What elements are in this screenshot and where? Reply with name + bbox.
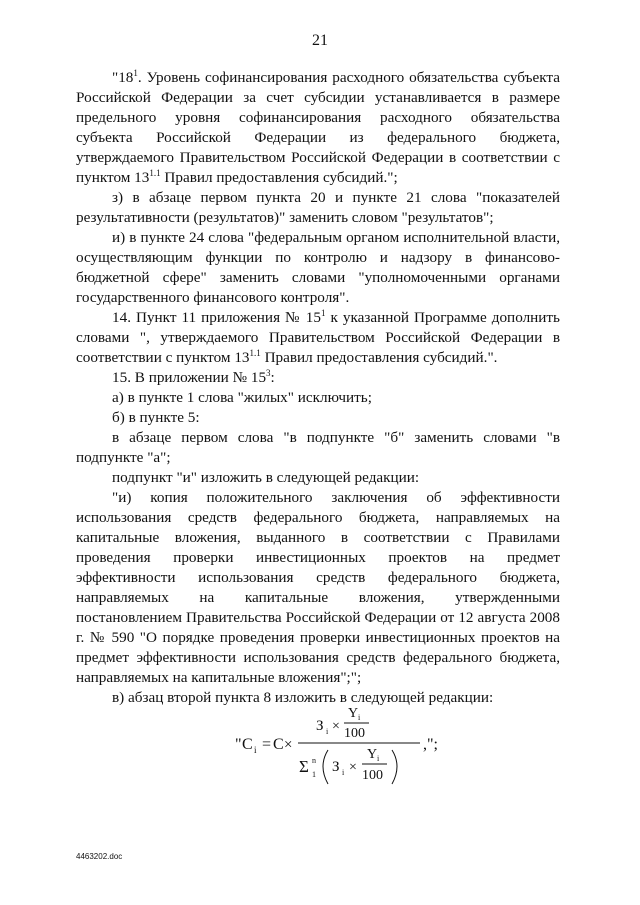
den-z: З <box>332 759 340 775</box>
paragraph-z: з) в абзаце первом пункта 20 и пункте 21 слова "показателей результативности (результатов)" заменить словом "результатов"; <box>76 189 560 226</box>
paragraph-podpunkt-i: подпункт "и" изложить в следующей редакции: <box>112 469 420 486</box>
paragraph-a: а) в пункте 1 слова "жилых" исключить; <box>112 389 372 406</box>
paragraph-14: 14. Пункт 11 приложения № $15^1$ к указанной Программе дополнить словами ", утверждаемого Правительством Российской Федерации в соответствии с пунктом $13^{1.1}$ Правил предоставления субсидий.". <box>76 308 560 366</box>
document-body <box>76 68 560 708</box>
formula-open-quote: " <box>235 736 242 753</box>
page-number: 21 <box>312 32 328 49</box>
paragraph-18-1: "$18^1$. Уровень софинансирования расходного обязательства субъекта Российской Федерации за счет субсидии устанавливается в размере предельного уровня софинансирования расходного обязательства субъекта Российской Федерации из федерального бюджета, утверждаемого Правительством Российской Федерации в соответствии с пунктом $13^{1.1}$ Правил предоставления субсидий."; <box>76 68 560 186</box>
paragraph-b: б) в пункте 5: <box>112 409 200 426</box>
den-times: × <box>349 760 357 775</box>
paragraph-abzac-first: в абзаце первом слова "в подпункте "б" заменить словами "в подпункте "а"; <box>76 429 560 466</box>
den-sigma-sub: 1 <box>312 770 316 779</box>
paragraph-v: в) абзац второй пункта 8 изложить в следующей редакции: <box>112 689 494 706</box>
formula <box>232 700 472 792</box>
num-hundred: 100 <box>344 726 365 741</box>
den-sigma-sup: n <box>312 756 316 765</box>
den-right-paren <box>392 750 397 784</box>
num-y-sub: i <box>358 713 361 722</box>
den-y: Y <box>367 747 378 762</box>
formula-times: × <box>284 737 293 753</box>
den-y-sub: i <box>377 754 380 763</box>
formula-close: ,"; <box>423 736 438 753</box>
formula-equals: = <box>262 736 272 753</box>
formula-lhs: C <box>242 736 253 753</box>
paragraph-kopiya: "и) копия положительного заключения об эффективности использования средств федерального бюджета, направляемых на капитальные вложения, выданного в соответствии с Правилами проведения проверки инвестиционных проектов на предмет эффективности использования средств федерального бюджета, направляемых на капитальные вложения, утвержденными постановлением Правительства Российской Федерации от 12 августа 2008 г. № 590 "О порядке проведения проверки инвестиционных проектов на предмет эффективности использования средств федерального бюджета, направляемых на капитальные вложения";"; <box>76 489 560 686</box>
formula-c: C <box>273 736 284 753</box>
den-z-sub: i <box>342 768 345 777</box>
den-left-paren <box>323 750 328 784</box>
formula-lhs-sub: i <box>254 745 257 755</box>
paragraph-i: и) в пункте 24 слова "федеральным органом исполнительной власти, осуществляющим функции по контролю и надзору в финансово-бюджетной сфере" заменить словами "уполномоченными органами государственного финансового контроля". <box>76 229 560 306</box>
num-z-sub: i <box>326 727 329 736</box>
num-times: × <box>332 719 340 734</box>
den-hundred: 100 <box>362 768 383 783</box>
num-y: Y <box>348 706 359 721</box>
num-z: З <box>316 718 324 734</box>
paragraph-15: 15. В приложении № $15^3$: <box>112 368 275 386</box>
den-sigma: Σ <box>299 757 309 776</box>
footer-doc-id: 4463202.doc <box>76 852 123 861</box>
